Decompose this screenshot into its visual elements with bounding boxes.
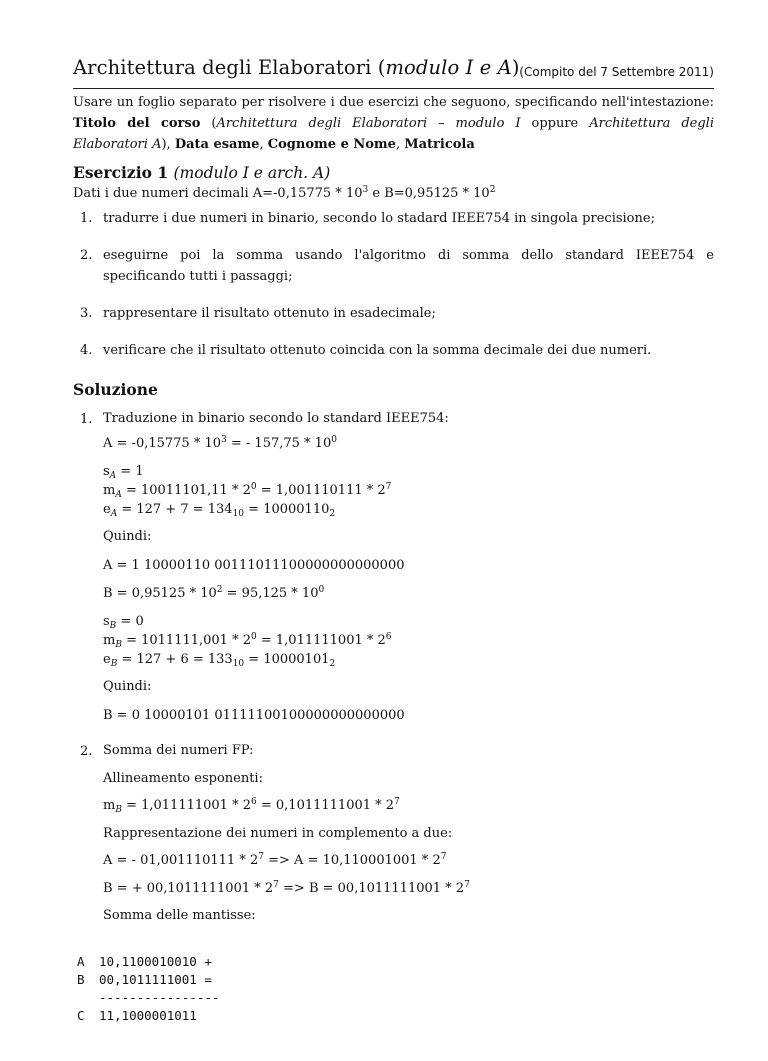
task-item: eseguirne poi la somma usando l'algoritmo di somma dello standard IEEE754 e specificando tutti i passaggi; bbox=[103, 248, 714, 284]
sum-row: C 11,1000001011 bbox=[77, 1008, 197, 1023]
bits-line: B = 0 10000101 01111100100000000000000 bbox=[103, 708, 405, 723]
math-line: B = + $00,1011111001 * 2^7 => B = 00,1011111001 * 2^7$ bbox=[103, 880, 470, 896]
math-line: $A = -0,15775 * 10^3$ = - $157,75 * 10^0$ bbox=[103, 435, 337, 451]
math-line: $e_B = 127 + 6 = 133_{10} = 10000101_2$ bbox=[103, 652, 336, 669]
bits-line: A = 1 10000110 00111011100000000000000 bbox=[103, 558, 405, 573]
step-heading: Somma dei numeri FP: bbox=[103, 743, 254, 758]
math-line: A = - $01,001110111 * 2^7 => A = 10,110001001 * 2^7$ bbox=[103, 852, 447, 868]
text-line: Allineamento esponenti: bbox=[103, 771, 263, 786]
document-title: Architettura degli Elaboratori (modulo I e A) bbox=[73, 56, 520, 79]
text-line: Quindi: bbox=[103, 679, 152, 694]
instructions-paragraph: Usare un foglio separato per risolvere i due esercizi che seguono, specificando nell'intestazione: Titolo del corso (Architettura degli Elaboratori – modulo I oppure Architettura degli Elaboratori A), Data esame, Cognome e Nome, Matricola bbox=[73, 95, 714, 152]
math-line: $s_A = 1$ bbox=[103, 464, 144, 481]
task-item: tradurre i due numeri in binario, secondo lo stadard IEEE754 in singola precisione; bbox=[103, 211, 655, 226]
math-line: $e_A = 127 + 7 = 134_{10} = 10000110_2$ bbox=[103, 502, 336, 519]
math-line: $m_A = 10011101,11 * 2^0 = 1,001110111 * 2^7$ bbox=[103, 482, 392, 500]
task-item: rappresentare il risultato ottenuto in esadecimale; bbox=[103, 306, 436, 321]
math-line: $m_B = 1,011111001 * 2^6 = 0,1011111001 * 2^7$ bbox=[103, 797, 400, 815]
solution-title: Soluzione bbox=[73, 380, 158, 399]
sum-row: ---------------- bbox=[99, 990, 220, 1005]
exercise-statement: Dati i due numeri decimali $A=-0,15775 * 10^3$ e $B=0,95125 * 10^2$ bbox=[73, 185, 496, 201]
text-line: Rappresentazione dei numeri in complemento a due: bbox=[103, 826, 453, 841]
step-number: 2. bbox=[80, 744, 93, 759]
text-line: Somma delle mantisse: bbox=[103, 908, 256, 923]
document-header bbox=[73, 52, 714, 89]
math-line: $m_B = 1011111,001 * 2^0 = 1,011111001 * 2^6$ bbox=[103, 632, 392, 650]
task-number: 4. bbox=[80, 343, 93, 358]
exam-date: (Compito del 7 Settembre 2011) bbox=[519, 65, 714, 79]
math-line: $s_B = 0$ bbox=[103, 614, 144, 631]
math-line: $B = 0,95125 * 10^2 = 95,125 * 10^0$ bbox=[103, 585, 325, 601]
step-number: 1. bbox=[80, 412, 93, 427]
task-item: verificare che il risultato ottenuto coincida con la somma decimale dei due numeri. bbox=[103, 343, 652, 358]
sum-row: A 10,1100010010 + bbox=[77, 954, 212, 969]
task-number: 3. bbox=[80, 306, 93, 321]
sum-table bbox=[77, 935, 219, 1061]
sum-row: B 00,1011111001 = bbox=[77, 972, 212, 987]
text-line: Quindi: bbox=[103, 529, 152, 544]
task-number: 2. bbox=[80, 248, 93, 263]
task-number: 1. bbox=[80, 211, 93, 226]
step-heading: Traduzione in binario secondo lo standard IEEE754: bbox=[103, 411, 449, 426]
exercise-title: Esercizio 1 (modulo I e arch. A) bbox=[73, 163, 331, 182]
